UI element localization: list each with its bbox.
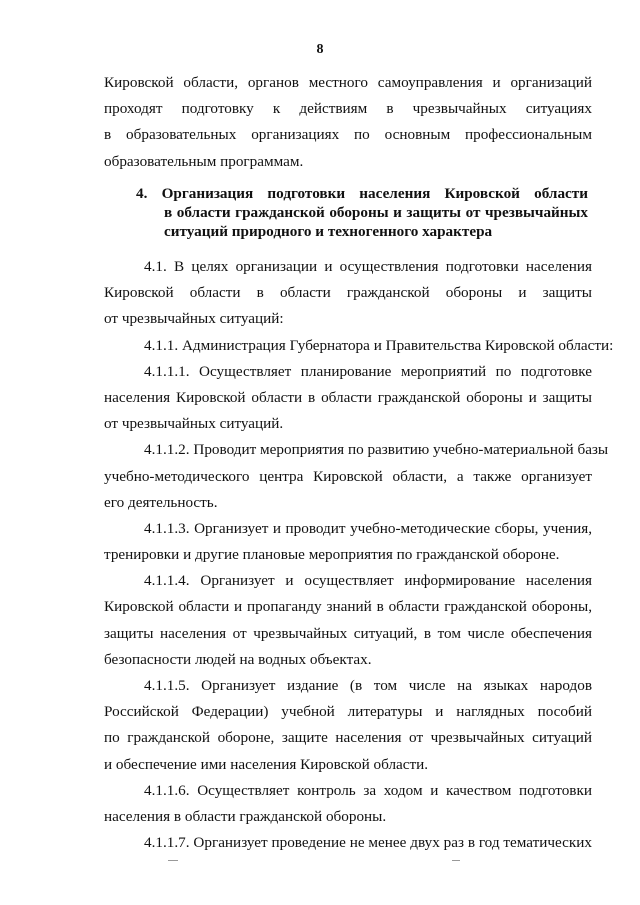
text-line: 4.1. В целях организации и осуществления подготовки населения: [144, 258, 592, 275]
text-line: 4.1.1.7. Организует проведение не менее двух раз в год тематических: [144, 834, 592, 852]
text-line: Кировской области, органов местного самоуправления и организаций: [104, 74, 592, 91]
text-line: образовательным программам.: [104, 152, 304, 170]
page-number: 8: [316, 42, 324, 57]
text-line: проходят подготовку к действиям в чрезвычайных ситуациях: [104, 100, 592, 118]
heading-line: в области гражданской обороны и защиты от чрезвычайных: [164, 204, 588, 221]
section-heading: [136, 184, 588, 241]
text-line: 4.1.1.6. Осуществляет контроль за ходом и качеством подготовки: [144, 781, 592, 799]
text-line: 4.1.1.5. Организует издание (в том числе на языках народов: [144, 677, 592, 694]
text-line: Кировской области и пропаганду знаний в области гражданской обороны,: [104, 598, 592, 616]
text-line: Российской Федерации) учебной литературы и наглядных пособий: [104, 703, 592, 721]
scan-artifacts: [0, 860, 640, 868]
text-line: безопасности людей на водных объектах.: [104, 650, 372, 668]
text-line: 4.1.1.4. Организует и осуществляет информирование населения: [144, 572, 592, 590]
text-line: в образовательных организациях по основным профессиональным: [104, 126, 592, 144]
scan-mark: [168, 860, 178, 861]
text-line: от чрезвычайных ситуаций.: [104, 415, 284, 433]
heading-line: ситуаций природного и техногенного характера: [164, 223, 493, 240]
scan-mark: [452, 860, 460, 861]
text-line: и обеспечение ими населения Кировской области.: [104, 755, 429, 773]
text-line: его деятельность.: [104, 493, 218, 511]
text-line: 4.1.1. Администрация Губернатора и Правительства Кировской области:: [144, 336, 614, 354]
text-line: населения в области гражданской обороны.: [104, 807, 387, 825]
body-text: [104, 254, 614, 856]
text-line: по гражданской обороне, защите населения от чрезвычайных ситуаций: [104, 729, 592, 747]
text-line: Кировской области в области гражданской обороны и защиты: [104, 284, 592, 302]
text-line: 4.1.1.3. Организует и проводит учебно-методические сборы, учения,: [144, 519, 592, 537]
text-line: защиты населения от чрезвычайных ситуаций, в том числе обеспечения: [104, 624, 592, 642]
text-line: 4.1.1.2. Проводит мероприятия по развитию учебно-материальной базы: [144, 441, 609, 459]
text-line: от чрезвычайных ситуаций:: [104, 310, 284, 328]
text-line: 4.1.1.1. Осуществляет планирование мероприятий по подготовке: [144, 362, 592, 380]
text-line: населения Кировской области в области гражданской обороны и защиты: [104, 388, 592, 406]
intro-paragraph: [104, 70, 592, 175]
text-line: учебно-методического центра Кировской области, а также организует: [104, 467, 592, 485]
text-line: тренировки и другие плановые мероприятия по гражданской обороне.: [104, 546, 560, 564]
heading-line: 4. Организация подготовки населения Кировской области: [136, 185, 588, 202]
